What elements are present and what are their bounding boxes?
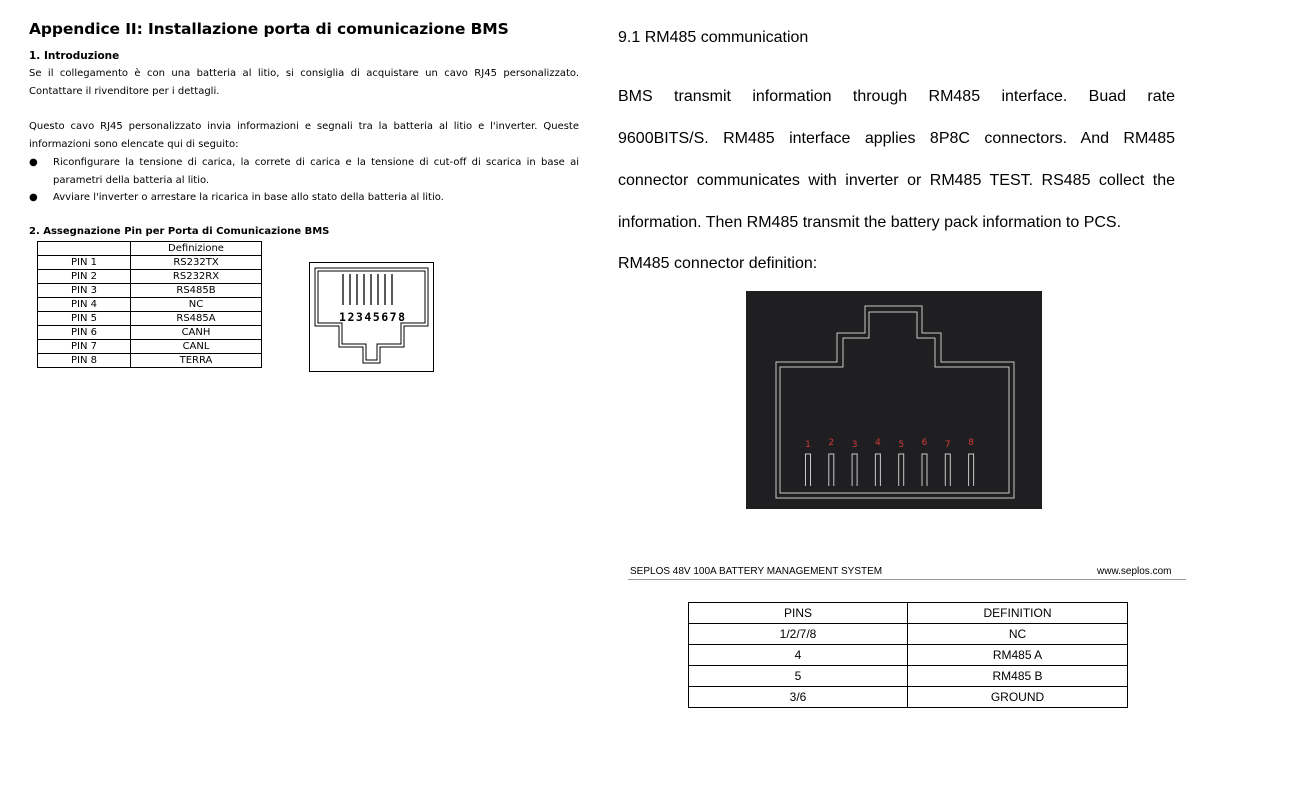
bullet-dot-icon: ● bbox=[29, 192, 38, 203]
table-cell: PIN 8 bbox=[38, 354, 131, 368]
pin-label: 7 bbox=[944, 440, 951, 450]
contact-lines bbox=[343, 274, 392, 305]
pin-contact bbox=[899, 454, 904, 486]
pin-contact bbox=[945, 454, 950, 486]
body-line: BMS transmit information through RM485 interface. Buad rate bbox=[618, 88, 1175, 105]
table-cell: PIN 1 bbox=[38, 256, 131, 270]
table-cell: RS485A bbox=[131, 312, 262, 326]
pin-label: 3 bbox=[851, 440, 858, 450]
table-cell: PIN 5 bbox=[38, 312, 131, 326]
table-cell: PIN 6 bbox=[38, 326, 131, 340]
table-cell: 1/2/7/8 bbox=[689, 624, 908, 645]
pin-label: 6 bbox=[921, 438, 928, 448]
table-row bbox=[38, 354, 262, 368]
body-line: 9600BITS/S. RM485 interface applies 8P8C connectors. And RM485 bbox=[618, 130, 1175, 147]
pin-label: 1 bbox=[805, 440, 811, 450]
table-header-row bbox=[689, 603, 1128, 624]
table-cell: RM485 A bbox=[908, 645, 1128, 666]
footer-product-name: SEPLOS 48V 100A BATTERY MANAGEMENT SYSTEM bbox=[630, 566, 883, 577]
table-cell: RM485 B bbox=[908, 666, 1128, 687]
table-header-cell bbox=[38, 242, 131, 256]
footer-divider bbox=[628, 579, 1186, 580]
pin-contact bbox=[922, 454, 927, 486]
table-row bbox=[38, 270, 262, 284]
table-cell: 4 bbox=[689, 645, 908, 666]
pin-label: 2 bbox=[828, 438, 835, 448]
section-pin-assignment-heading: 2. Assegnazione Pin per Porta di Comunicazione BMS bbox=[29, 226, 330, 237]
intro-paragraph: Se il collegamento è con una batteria al litio, si consiglia di acquistare un cavo RJ45 personalizzato. Contattare il rivenditore per i dettagli. bbox=[29, 68, 579, 97]
table-row bbox=[38, 284, 262, 298]
table-header-cell: DEFINITION bbox=[908, 603, 1128, 624]
table-row bbox=[38, 326, 262, 340]
table-row bbox=[38, 312, 262, 326]
table-header-cell: Definizione bbox=[131, 242, 262, 256]
table-row bbox=[689, 645, 1128, 666]
table-cell: RS485B bbox=[131, 284, 262, 298]
bullet-text: Riconfigurare la tensione di carica, la correte di carica e la tensione di cut-off di scarica in base ai parametri della batteria al litio. bbox=[53, 157, 579, 186]
bullet-item bbox=[29, 154, 579, 190]
rm485-connector-diagram bbox=[746, 291, 1042, 509]
pin-label: 5 bbox=[898, 440, 905, 450]
section-heading: 9.1 RM485 communication bbox=[618, 29, 809, 46]
table-cell: PIN 4 bbox=[38, 298, 131, 312]
body-line: information. Then RM485 transmit the battery pack information to PCS. bbox=[618, 214, 1122, 231]
italian-pin-table bbox=[37, 241, 262, 368]
table-cell: TERRA bbox=[131, 354, 262, 368]
table-row bbox=[38, 256, 262, 270]
table-row bbox=[38, 298, 262, 312]
pin-number-label: 12345678 bbox=[339, 310, 405, 324]
table-cell: PIN 3 bbox=[38, 284, 131, 298]
table-cell: NC bbox=[908, 624, 1128, 645]
rj45-connector-diagram bbox=[309, 262, 434, 372]
table-cell: NC bbox=[131, 298, 262, 312]
footer-website-link[interactable]: www.seplos.com bbox=[1097, 566, 1172, 577]
table-cell: 5 bbox=[689, 666, 908, 687]
table-row bbox=[689, 666, 1128, 687]
table-header-cell: PINS bbox=[689, 603, 908, 624]
bullet-item bbox=[29, 189, 579, 207]
table-header-row bbox=[38, 242, 262, 256]
cable-paragraph: Questo cavo RJ45 personalizzato invia informazioni e segnali tra la batteria al litio e l'inverter. Queste informazioni sono elencate qui di seguito: bbox=[29, 121, 579, 150]
section-introduzione-heading: 1. Introduzione bbox=[29, 50, 120, 62]
bullet-text: Avviare l'inverter o arrestare la ricarica in base allo stato della batteria al litio. bbox=[53, 192, 444, 203]
table-row bbox=[38, 340, 262, 354]
pin-contact bbox=[852, 454, 857, 486]
appendix-title: Appendice II: Installazione porta di comunicazione BMS bbox=[29, 20, 509, 38]
table-cell: PIN 7 bbox=[38, 340, 131, 354]
table-cell: PIN 2 bbox=[38, 270, 131, 284]
rm485-pin-table bbox=[688, 602, 1128, 708]
table-cell: RS232TX bbox=[131, 256, 262, 270]
body-line: RM485 connector definition: bbox=[618, 255, 818, 272]
pin-label: 4 bbox=[875, 438, 881, 448]
pin-contact bbox=[875, 454, 880, 486]
table-cell: CANL bbox=[131, 340, 262, 354]
table-cell: GROUND bbox=[908, 687, 1128, 708]
body-line: connector communicates with inverter or RM485 TEST. RS485 collect the bbox=[618, 172, 1175, 189]
table-cell: RS232RX bbox=[131, 270, 262, 284]
rm485-connector-drawing bbox=[746, 291, 1042, 509]
pin-label: 8 bbox=[968, 438, 974, 448]
table-cell: CANH bbox=[131, 326, 262, 340]
bullet-dot-icon: ● bbox=[29, 157, 38, 168]
rj45-connector-drawing bbox=[310, 263, 433, 371]
table-row bbox=[689, 624, 1128, 645]
pin-contact bbox=[969, 454, 974, 486]
pin-contact bbox=[829, 454, 834, 486]
housing-outline bbox=[776, 306, 1014, 498]
table-cell: 3/6 bbox=[689, 687, 908, 708]
table-row bbox=[689, 687, 1128, 708]
pin-contact bbox=[806, 454, 811, 486]
